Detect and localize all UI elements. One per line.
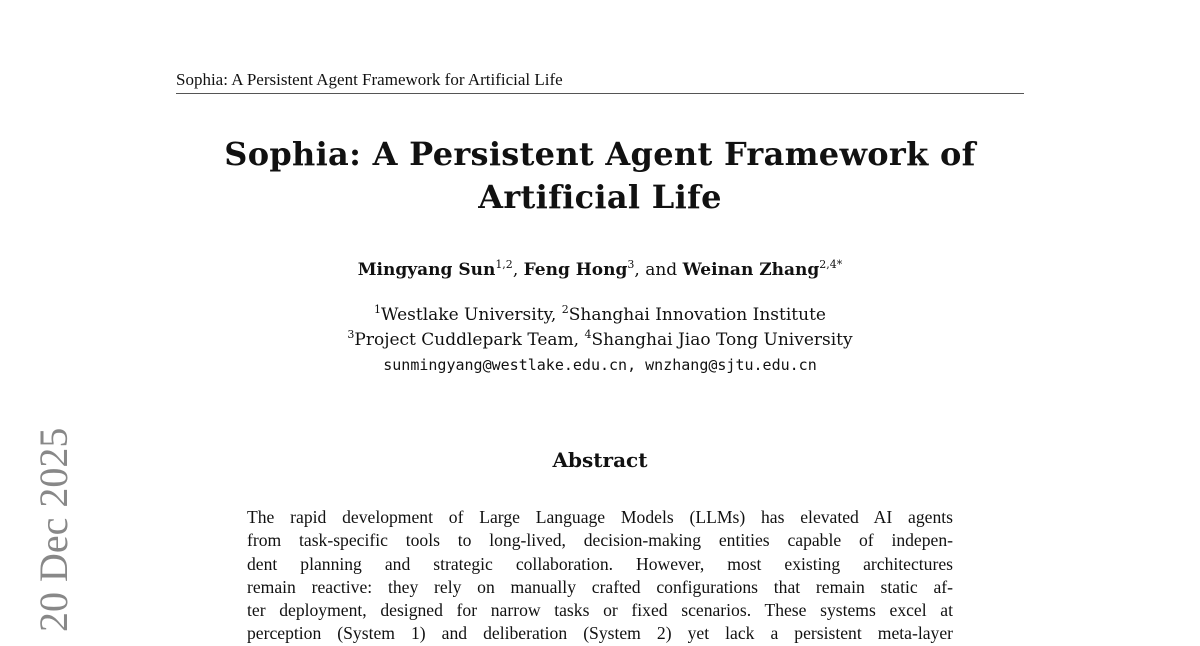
abstract-heading: Abstract bbox=[552, 448, 648, 472]
author-name: Weinan Zhang bbox=[682, 260, 820, 280]
title-line: Artificial Life bbox=[478, 178, 722, 216]
abstract-line: perception (System 1) and deliberation (System 2) yet lack a persistent meta-layer bbox=[247, 623, 953, 644]
author-affil-sup: 2,4* bbox=[819, 258, 843, 271]
running-head: Sophia: A Persistent Agent Framework for Artificial Life bbox=[176, 70, 1024, 94]
title-line: Sophia: A Persistent Agent Framework of bbox=[224, 135, 976, 173]
affil-sup: 3 bbox=[347, 328, 355, 341]
affiliations bbox=[0, 303, 1200, 378]
affil-sup: 1 bbox=[374, 303, 382, 316]
affil-name: Westlake University, bbox=[381, 305, 562, 325]
affiliation-line bbox=[0, 328, 1200, 353]
author-list bbox=[0, 260, 1200, 280]
author-name: Feng Hong bbox=[523, 260, 628, 280]
affil-name: Shanghai Jiao Tong University bbox=[591, 330, 853, 350]
author-affil-sup: 1,2 bbox=[495, 258, 513, 271]
author-emails: sunmingyang@westlake.edu.cn, wnzhang@sjtu.edu.cn bbox=[383, 356, 817, 374]
author-name: Mingyang Sun bbox=[357, 260, 496, 280]
separator: , bbox=[512, 260, 524, 280]
author-affil-sup: 3 bbox=[627, 258, 635, 271]
abstract-line: from task-specific tools to long-lived, decision-making entities capable of indepen- bbox=[247, 530, 953, 551]
affil-name: Project Cuddlepark Team, bbox=[354, 330, 585, 350]
paper-title bbox=[0, 133, 1200, 219]
affil-sup: 2 bbox=[561, 303, 569, 316]
abstract-line: dent planning and strategic collaboration. However, most existing architectures bbox=[247, 553, 953, 574]
abstract-line: The rapid development of Large Language Models (LLMs) has elevated AI agents bbox=[247, 507, 953, 527]
arxiv-date-stamp: 20 Dec 2025 bbox=[31, 427, 76, 632]
abstract-line: remain reactive: they rely on manually crafted configurations that remain static af- bbox=[247, 576, 953, 597]
affil-sup: 4 bbox=[584, 328, 592, 341]
affiliation-line bbox=[0, 303, 1200, 328]
affil-name: Shanghai Innovation Institute bbox=[568, 305, 826, 325]
separator: , and bbox=[634, 260, 683, 280]
abstract-body bbox=[247, 506, 953, 646]
abstract-line: ter deployment, designed for narrow tasks or fixed scenarios. These systems excel at bbox=[247, 600, 953, 621]
